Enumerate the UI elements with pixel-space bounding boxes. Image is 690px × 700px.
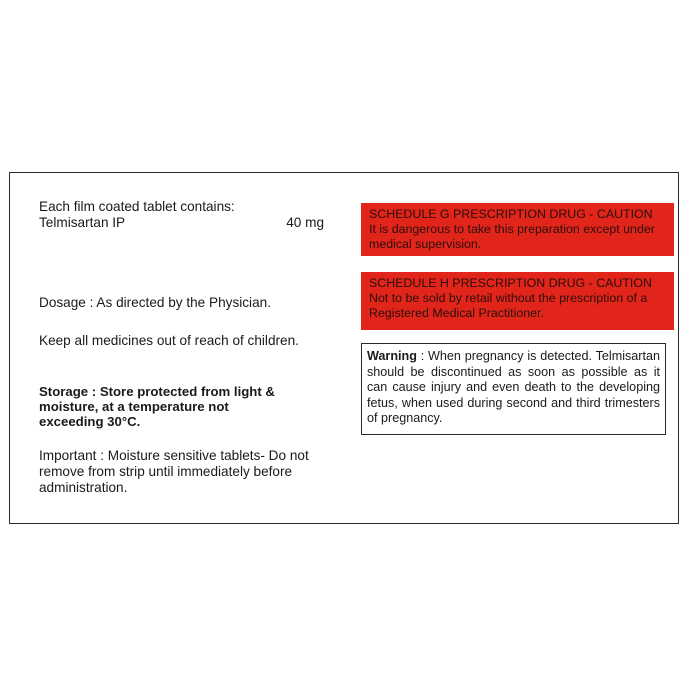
composition-heading: Each film coated tablet contains: <box>39 199 235 214</box>
schedule-g-caution-box <box>361 203 674 256</box>
storage-instructions: Storage : Store protected from light & moisture, at a temperature not exceeding 30°C. <box>39 384 275 429</box>
pregnancy-warning-box <box>361 343 666 435</box>
dosage-text: Dosage : As directed by the Physician. <box>39 295 271 310</box>
composition-row <box>39 215 324 231</box>
schedule-g-title: SCHEDULE G PRESCRIPTION DRUG - CAUTION <box>369 207 653 221</box>
schedule-h-title: SCHEDULE H PRESCRIPTION DRUG - CAUTION <box>369 276 652 290</box>
warning-text: : When pregnancy is detected. Telmisartan should be discontinued as soon as possible as it can cause injury and even death to the developing fetus, when used during second and third trimesters of pregnancy. <box>367 349 660 425</box>
schedule-g-body: It is dangerous to take this preparation except under medical supervision. <box>369 222 655 251</box>
schedule-h-caution-box <box>361 272 674 330</box>
schedule-h-body: Not to be sold by retail without the prescription of a Registered Medical Practitioner. <box>369 291 648 320</box>
ingredient-strength: 40 mg <box>286 215 324 230</box>
keep-away-from-children-text: Keep all medicines out of reach of children. <box>39 333 299 348</box>
warning-label: Warning <box>367 349 417 363</box>
medicine-label-panel <box>9 172 679 524</box>
important-notice: Important : Moisture sensitive tablets- Do not remove from strip until immediately before administration. <box>39 448 309 495</box>
ingredient-name: Telmisartan IP <box>39 215 126 230</box>
composition-block <box>39 199 339 231</box>
